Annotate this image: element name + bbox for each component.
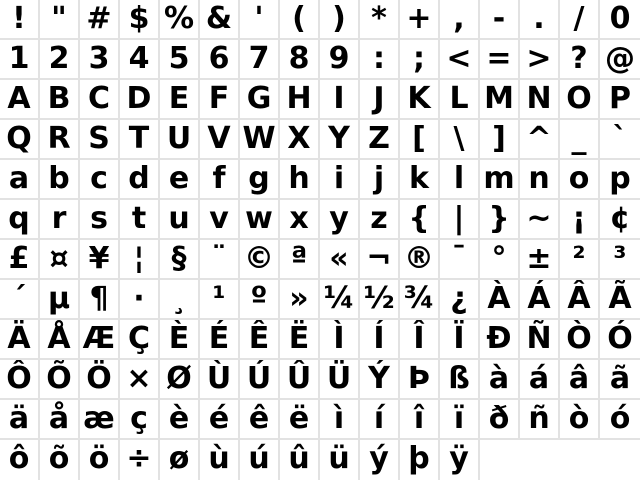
glyph-cell[interactable]: > [520, 40, 560, 80]
glyph-cell[interactable]: } [480, 200, 520, 240]
glyph-cell[interactable]: c [80, 160, 120, 200]
glyph-cell[interactable]: Ì [320, 320, 360, 360]
glyph-cell[interactable]: F [200, 80, 240, 120]
glyph-cell[interactable]: C [80, 80, 120, 120]
glyph-cell[interactable]: â [560, 360, 600, 400]
glyph-cell[interactable]: Í [360, 320, 400, 360]
glyph-cell[interactable]: & [200, 0, 240, 40]
glyph-cell[interactable]: ò [560, 400, 600, 440]
glyph-cell[interactable]: ` [600, 120, 640, 160]
glyph-cell[interactable]: è [160, 400, 200, 440]
glyph-cell[interactable]: p [600, 160, 640, 200]
glyph-cell[interactable]: £ [0, 240, 40, 280]
glyph-cell[interactable]: H [280, 80, 320, 120]
glyph-cell[interactable]: ç [120, 400, 160, 440]
empty-cell [560, 440, 600, 480]
glyph-cell[interactable]: » [280, 280, 320, 320]
glyph-cell[interactable]: V [200, 120, 240, 160]
glyph-cell[interactable]: d [120, 160, 160, 200]
glyph-cell[interactable]: < [440, 40, 480, 80]
glyph-cell[interactable]: Â [560, 280, 600, 320]
glyph-cell[interactable]: 1 [0, 40, 40, 80]
glyph-cell[interactable]: Z [360, 120, 400, 160]
glyph-cell[interactable]: í [360, 400, 400, 440]
glyph-cell[interactable]: Å [40, 320, 80, 360]
glyph-cell[interactable]: å [40, 400, 80, 440]
glyph-cell[interactable]: É [200, 320, 240, 360]
glyph-cell[interactable]: Ä [0, 320, 40, 360]
glyph-cell[interactable]: é [200, 400, 240, 440]
glyph-cell[interactable]: Ú [240, 360, 280, 400]
glyph-cell[interactable]: ¹ [200, 280, 240, 320]
glyph-cell[interactable]: Ü [320, 360, 360, 400]
glyph-cell[interactable]: q [0, 200, 40, 240]
glyph-cell[interactable]: - [480, 0, 520, 40]
glyph-cell[interactable]: Ï [440, 320, 480, 360]
glyph-cell[interactable]: % [160, 0, 200, 40]
glyph-cell[interactable]: ø [160, 440, 200, 480]
glyph-cell[interactable]: ¢ [600, 200, 640, 240]
glyph-cell[interactable]: á [520, 360, 560, 400]
glyph-cell[interactable]: È [160, 320, 200, 360]
glyph-cell[interactable]: P [600, 80, 640, 120]
glyph-cell[interactable]: * [360, 0, 400, 40]
glyph-cell[interactable]: 0 [600, 0, 640, 40]
glyph-cell[interactable]: [ [400, 120, 440, 160]
glyph-cell[interactable]: § [160, 240, 200, 280]
glyph-cell[interactable]: ' [240, 0, 280, 40]
glyph-cell[interactable]: Y [320, 120, 360, 160]
glyph-cell[interactable]: w [240, 200, 280, 240]
glyph-cell[interactable]: à [480, 360, 520, 400]
glyph-cell[interactable]: k [400, 160, 440, 200]
glyph-cell[interactable]: y [320, 200, 360, 240]
glyph-cell[interactable]: Î [400, 320, 440, 360]
glyph-cell[interactable]: Ó [600, 320, 640, 360]
glyph-cell[interactable]: X [280, 120, 320, 160]
glyph-cell[interactable]: µ [40, 280, 80, 320]
glyph-cell[interactable]: ± [520, 240, 560, 280]
glyph-cell[interactable]: Û [280, 360, 320, 400]
glyph-cell[interactable]: = [480, 40, 520, 80]
glyph-cell[interactable]: $ [120, 0, 160, 40]
glyph-cell[interactable]: ° [480, 240, 520, 280]
glyph-cell[interactable]: ý [360, 440, 400, 480]
glyph-cell[interactable]: Ö [80, 360, 120, 400]
glyph-cell[interactable]: ô [0, 440, 40, 480]
glyph-cell[interactable]: G [240, 80, 280, 120]
glyph-cell[interactable]: ® [400, 240, 440, 280]
glyph-cell[interactable]: ) [320, 0, 360, 40]
glyph-cell[interactable]: 6 [200, 40, 240, 80]
glyph-cell[interactable]: ¿ [440, 280, 480, 320]
glyph-cell[interactable]: b [40, 160, 80, 200]
glyph-cell[interactable]: x [280, 200, 320, 240]
glyph-cell[interactable]: : [360, 40, 400, 80]
glyph-cell[interactable]: o [560, 160, 600, 200]
glyph-cell[interactable]: m [480, 160, 520, 200]
glyph-cell[interactable]: 2 [40, 40, 80, 80]
glyph-cell[interactable]: z [360, 200, 400, 240]
glyph-cell[interactable]: Æ [80, 320, 120, 360]
glyph-cell[interactable]: 4 [120, 40, 160, 80]
glyph-cell[interactable]: ÷ [120, 440, 160, 480]
glyph-cell[interactable]: þ [400, 440, 440, 480]
glyph-cell[interactable]: T [120, 120, 160, 160]
glyph-cell[interactable]: ¾ [400, 280, 440, 320]
glyph-cell[interactable]: ó [600, 400, 640, 440]
glyph-cell[interactable]: M [480, 80, 520, 120]
glyph-cell[interactable]: Q [0, 120, 40, 160]
glyph-cell[interactable]: ; [400, 40, 440, 80]
glyph-cell[interactable]: ä [0, 400, 40, 440]
glyph-cell[interactable]: ð [480, 400, 520, 440]
glyph-cell[interactable]: Ù [200, 360, 240, 400]
glyph-cell[interactable]: ñ [520, 400, 560, 440]
glyph-cell[interactable]: Á [520, 280, 560, 320]
glyph-cell[interactable]: . [520, 0, 560, 40]
glyph-cell[interactable]: s [80, 200, 120, 240]
glyph-cell[interactable]: 9 [320, 40, 360, 80]
glyph-cell[interactable]: Ë [280, 320, 320, 360]
glyph-cell[interactable]: ? [560, 40, 600, 80]
glyph-cell[interactable]: Ø [160, 360, 200, 400]
glyph-cell[interactable]: À [480, 280, 520, 320]
glyph-cell[interactable]: r [40, 200, 80, 240]
glyph-cell[interactable]: Ê [240, 320, 280, 360]
glyph-cell[interactable]: L [440, 80, 480, 120]
glyph-cell[interactable]: ¥ [80, 240, 120, 280]
glyph-cell[interactable]: ¡ [560, 200, 600, 240]
glyph-cell[interactable]: j [360, 160, 400, 200]
glyph-cell[interactable]: Ò [560, 320, 600, 360]
glyph-cell[interactable]: e [160, 160, 200, 200]
glyph-cell[interactable]: © [240, 240, 280, 280]
glyph-cell[interactable]: ë [280, 400, 320, 440]
glyph-cell[interactable]: ² [560, 240, 600, 280]
glyph-cell[interactable]: g [240, 160, 280, 200]
glyph-cell[interactable]: n [520, 160, 560, 200]
glyph-cell[interactable]: ì [320, 400, 360, 440]
glyph-cell[interactable]: K [400, 80, 440, 120]
glyph-cell[interactable]: ê [240, 400, 280, 440]
glyph-cell[interactable]: A [0, 80, 40, 120]
glyph-cell[interactable]: « [320, 240, 360, 280]
glyph-cell[interactable]: ^ [520, 120, 560, 160]
empty-cell [600, 440, 640, 480]
glyph-cell[interactable]: ¶ [80, 280, 120, 320]
glyph-cell[interactable]: ö [80, 440, 120, 480]
glyph-cell[interactable]: º [240, 280, 280, 320]
glyph-cell[interactable]: ã [600, 360, 640, 400]
glyph-cell[interactable]: N [520, 80, 560, 120]
glyph-cell[interactable]: õ [40, 440, 80, 480]
glyph-cell[interactable]: S [80, 120, 120, 160]
empty-cell [520, 440, 560, 480]
glyph-cell[interactable]: ¤ [40, 240, 80, 280]
glyph-cell[interactable]: × [120, 360, 160, 400]
glyph-cell[interactable]: f [200, 160, 240, 200]
glyph-cell[interactable]: Ç [120, 320, 160, 360]
glyph-cell[interactable]: ´ [0, 280, 40, 320]
glyph-cell[interactable]: ª [280, 240, 320, 280]
glyph-cell[interactable]: Ô [0, 360, 40, 400]
glyph-cell[interactable]: v [200, 200, 240, 240]
glyph-cell[interactable]: û [280, 440, 320, 480]
glyph-cell[interactable]: a [0, 160, 40, 200]
glyph-cell[interactable]: ß [440, 360, 480, 400]
glyph-cell[interactable]: { [400, 200, 440, 240]
glyph-cell[interactable]: I [320, 80, 360, 120]
glyph-cell[interactable]: ï [440, 400, 480, 440]
glyph-cell[interactable]: · [120, 280, 160, 320]
glyph-cell[interactable]: 8 [280, 40, 320, 80]
glyph-cell[interactable]: Ã [600, 280, 640, 320]
glyph-cell[interactable]: Õ [40, 360, 80, 400]
glyph-cell[interactable]: ( [280, 0, 320, 40]
glyph-cell[interactable]: ¸ [160, 280, 200, 320]
glyph-cell[interactable]: ù [200, 440, 240, 480]
glyph-cell[interactable]: _ [560, 120, 600, 160]
empty-cell [480, 440, 520, 480]
glyph-cell[interactable]: 3 [80, 40, 120, 80]
glyph-cell[interactable]: î [400, 400, 440, 440]
glyph-cell[interactable]: ÿ [440, 440, 480, 480]
glyph-cell[interactable]: | [440, 200, 480, 240]
glyph-cell[interactable]: ¼ [320, 280, 360, 320]
glyph-cell[interactable]: ¯ [440, 240, 480, 280]
glyph-cell[interactable]: æ [80, 400, 120, 440]
glyph-cell[interactable]: R [40, 120, 80, 160]
glyph-cell[interactable]: \ [440, 120, 480, 160]
glyph-cell[interactable]: ~ [520, 200, 560, 240]
glyph-cell[interactable]: ü [320, 440, 360, 480]
glyph-cell[interactable]: E [160, 80, 200, 120]
glyph-cell[interactable]: i [320, 160, 360, 200]
glyph-cell[interactable]: 5 [160, 40, 200, 80]
glyph-cell[interactable]: / [560, 0, 600, 40]
glyph-cell[interactable]: O [560, 80, 600, 120]
glyph-cell[interactable]: B [40, 80, 80, 120]
glyph-cell[interactable]: ] [480, 120, 520, 160]
glyph-cell[interactable]: u [160, 200, 200, 240]
glyph-cell[interactable]: D [120, 80, 160, 120]
glyph-cell[interactable]: t [120, 200, 160, 240]
glyph-cell[interactable]: ½ [360, 280, 400, 320]
glyph-cell[interactable]: # [80, 0, 120, 40]
glyph-cell[interactable]: ú [240, 440, 280, 480]
glyph-cell[interactable]: ¨ [200, 240, 240, 280]
glyph-cell[interactable]: @ [600, 40, 640, 80]
glyph-cell[interactable]: U [160, 120, 200, 160]
glyph-cell[interactable]: " [40, 0, 80, 40]
glyph-cell[interactable]: , [440, 0, 480, 40]
glyph-cell[interactable]: l [440, 160, 480, 200]
glyph-cell[interactable]: Ð [480, 320, 520, 360]
glyph-cell[interactable]: ! [0, 0, 40, 40]
glyph-cell[interactable]: Ñ [520, 320, 560, 360]
glyph-cell[interactable]: J [360, 80, 400, 120]
glyph-cell[interactable]: ¦ [120, 240, 160, 280]
glyph-cell[interactable]: ¬ [360, 240, 400, 280]
glyph-cell[interactable]: ³ [600, 240, 640, 280]
glyph-cell[interactable]: 7 [240, 40, 280, 80]
glyph-cell[interactable]: h [280, 160, 320, 200]
glyph-cell[interactable]: Ý [360, 360, 400, 400]
glyph-cell[interactable]: Þ [400, 360, 440, 400]
glyph-cell[interactable]: + [400, 0, 440, 40]
glyph-cell[interactable]: W [240, 120, 280, 160]
